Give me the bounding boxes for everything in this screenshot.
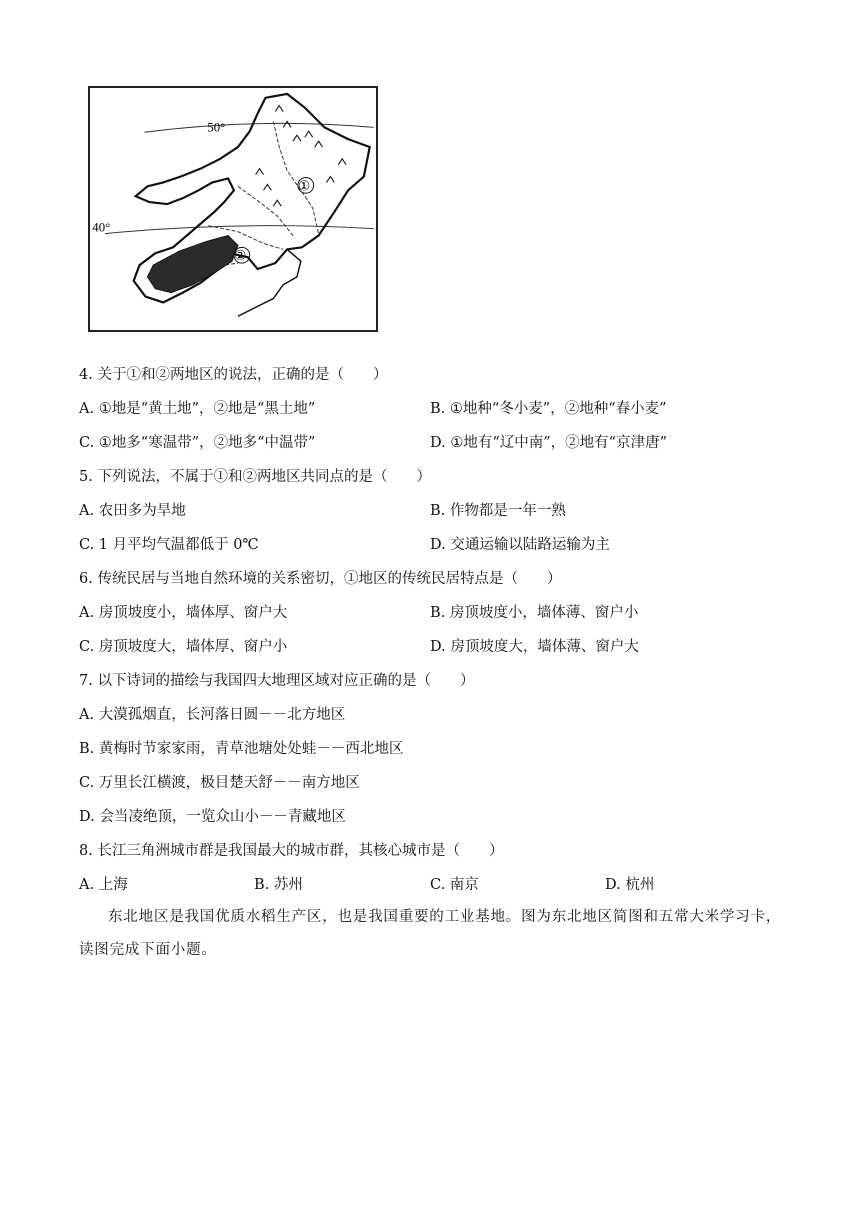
question-5-option-b[interactable]: B. 作物都是一年一熟 — [430, 503, 566, 519]
question-6-option-c[interactable]: C. 房顶坡度大，墙体厚、窗户小 — [79, 639, 288, 655]
question-5-option-d[interactable]: D. 交通运输以陆路运输为主 — [430, 537, 610, 553]
latitude-50-label: 50° — [207, 120, 226, 135]
question-5-stem: 5. 下列说法，不属于①和②两地区共同点的是（ ） — [79, 469, 431, 485]
question-4-option-d[interactable]: D. ①地有“辽中南”，②地有“京津唐” — [430, 435, 667, 451]
question-5-option-a[interactable]: A. 农田多为旱地 — [79, 503, 186, 519]
question-4-option-a[interactable]: A. ①地是“黄土地”，②地是“黑土地” — [79, 401, 316, 417]
question-8-option-c[interactable]: C. 南京 — [430, 877, 479, 893]
question-8-option-b[interactable]: B. 苏州 — [254, 877, 303, 893]
question-8-option-d[interactable]: D. 杭州 — [605, 877, 655, 893]
question-4-option-b[interactable]: B. ①地种“冬小麦”，②地种“春小麦” — [430, 401, 667, 417]
region-2-label: ② — [233, 248, 247, 265]
next-section-intro: 东北地区是我国优质水稻生产区，也是我国重要的工业基地。图为东北地区简图和五常大米学习卡，读图完成下面小题。 — [79, 909, 782, 958]
shaded-region — [147, 236, 238, 293]
question-6-option-a[interactable]: A. 房顶坡度小，墙体厚、窗户大 — [79, 605, 288, 621]
question-6-option-b[interactable]: B. 房顶坡度小，墙体薄、窗户小 — [430, 605, 639, 621]
latitude-40-label: 40° — [92, 220, 111, 235]
question-8-option-a[interactable]: A. 上海 — [79, 877, 128, 893]
question-8-stem: 8. 长江三角洲城市群是我国最大的城市群，其核心城市是（ ） — [79, 843, 504, 859]
question-7-option-a[interactable]: A. 大漠孤烟直，长河落日圆－－北方地区 — [79, 707, 346, 723]
coastline — [238, 249, 301, 316]
question-4-stem: 4. 关于①和②两地区的说法，正确的是（ ） — [79, 367, 388, 383]
question-7-option-b[interactable]: B. 黄梅时节家家雨，青草池塘处处蛙－－西北地区 — [79, 741, 404, 757]
latitude-50-line — [144, 123, 373, 132]
map-drawing — [90, 88, 376, 330]
question-6-option-d[interactable]: D. 房顶坡度大，墙体薄、窗户大 — [430, 639, 639, 655]
northeast-china-map — [88, 86, 378, 332]
question-6-stem: 6. 传统民居与当地自然环境的关系密切，①地区的传统民居特点是（ ） — [79, 571, 562, 587]
question-7-option-d[interactable]: D. 会当凌绝顶，一览众山小－－青藏地区 — [79, 809, 346, 825]
question-5-option-c[interactable]: C. 1 月平均气温都低于 0℃ — [79, 537, 259, 553]
question-7-option-c[interactable]: C. 万里长江横渡，极目楚天舒－－南方地区 — [79, 775, 360, 791]
question-4-option-c[interactable]: C. ①地多“寒温带”，②地多“中温带” — [79, 435, 316, 451]
question-7-stem: 7. 以下诗词的描绘与我国四大地理区域对应正确的是（ ） — [79, 673, 475, 689]
region-1-label: ① — [297, 178, 311, 195]
